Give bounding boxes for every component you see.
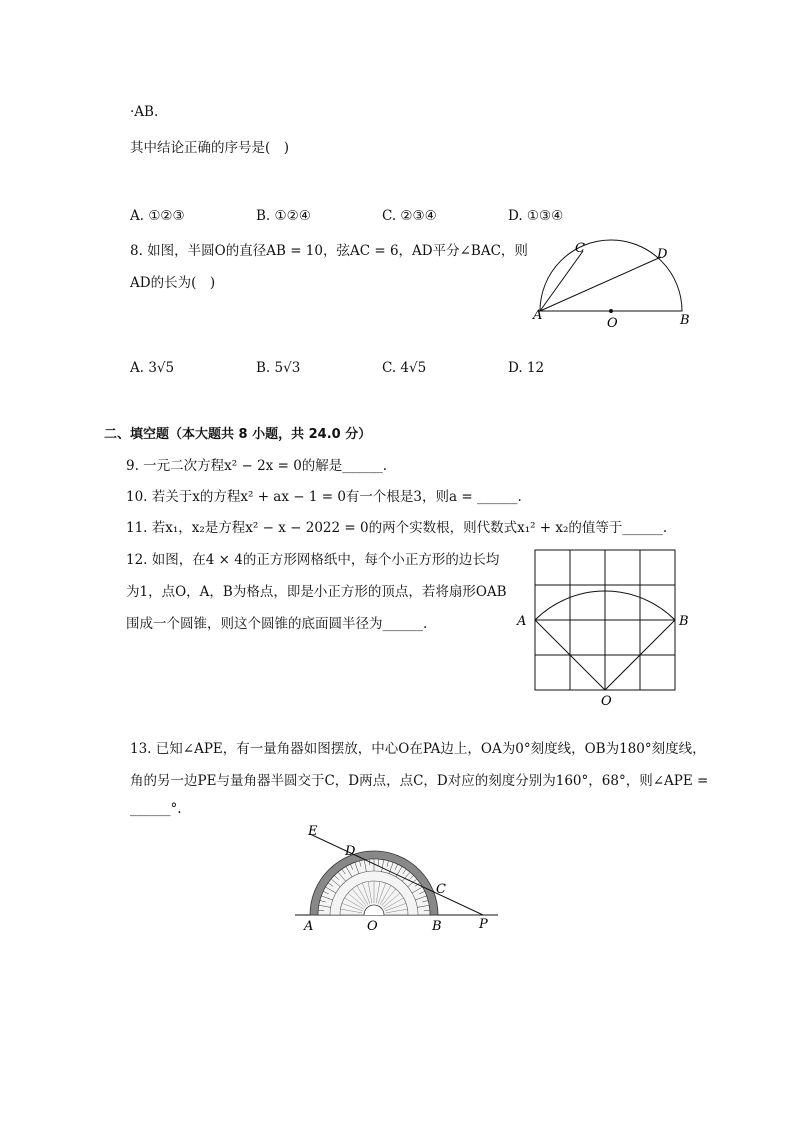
q8-option-d[interactable]: D. 12 — [508, 360, 545, 376]
prev-option-d[interactable]: D. ①③④ — [508, 208, 564, 224]
label-p: P — [479, 917, 488, 932]
label-a: A — [304, 919, 314, 934]
q8-option-b[interactable]: B. 5√3 — [256, 360, 301, 376]
label-o: O — [601, 694, 612, 709]
prev-option-a[interactable]: A. ①②③ — [130, 208, 185, 224]
prev-option-c[interactable]: C. ②③④ — [382, 208, 437, 224]
q8-option-a[interactable]: A. 3√5 — [130, 360, 175, 376]
label-a: A — [517, 614, 527, 629]
q8-line1: 8. 如图，半圆O的直径AB = 10，弦AC = 6，AD平分∠BAC，则 — [130, 243, 528, 259]
label-b: B — [432, 919, 442, 934]
prev-option-b[interactable]: B. ①②④ — [256, 208, 311, 224]
section-title-fill-in: 二、填空题（本大题共 8 小题，共 24.0 分） — [104, 427, 372, 442]
q13-line3: ______°. — [130, 801, 182, 817]
label-d: D — [657, 247, 668, 262]
q10-text: 10. 若关于x的方程x² + ax − 1 = 0有一个根是3，则a = ______. — [126, 489, 522, 505]
q12-line1: 12. 如图，在4 × 4的正方形网格纸中，每个小正方形的边长均 — [126, 552, 500, 568]
label-d: D — [345, 844, 356, 859]
label-o: O — [607, 316, 618, 331]
q9-text: 9. 一元二次方程x² − 2x = 0的解是______. — [126, 458, 388, 474]
q13-line2: 角的另一边PE与量角器半圆交于C，D两点，点C，D对应的刻度分别为160°，68°，则∠APE = — [130, 773, 709, 789]
label-b: B — [680, 313, 690, 328]
chord-ad — [540, 257, 661, 311]
q11-text: 11. 若x₁，x₂是方程x² − x − 2022 = 0的两个实数根，则代数式x₁² + x₂的值等于______. — [126, 520, 668, 536]
q12-line3: 围成一个圆锥，则这个圆锥的底面圆半径为______. — [126, 616, 428, 632]
label-c: C — [436, 882, 446, 897]
label-b: B — [679, 614, 689, 629]
label-a: A — [533, 308, 543, 323]
q13-protractor-figure — [290, 818, 510, 938]
q8-line2: AD的长为( ) — [130, 275, 216, 291]
grid-lines — [535, 550, 675, 690]
label-e: E — [308, 824, 318, 839]
label-o: O — [367, 919, 378, 934]
q12-line2: 为1，点O，A，B为格点，即是小正方形的顶点，若将扇形OAB — [126, 584, 507, 600]
q8-semicircle-figure — [525, 236, 700, 336]
prev-question-prompt: 其中结论正确的序号是( ) — [130, 140, 290, 156]
label-c: C — [575, 241, 585, 256]
prev-question-tail: ·AB. — [130, 104, 159, 120]
q13-line1: 13. 已知∠APE，有一量角器如图摆放，中心O在PA边上，OA为0°刻度线，OB为180°刻度线， — [130, 741, 706, 757]
q12-grid-figure — [510, 545, 700, 710]
center-point-o — [609, 309, 613, 313]
q8-option-c[interactable]: C. 4√5 — [382, 360, 427, 376]
